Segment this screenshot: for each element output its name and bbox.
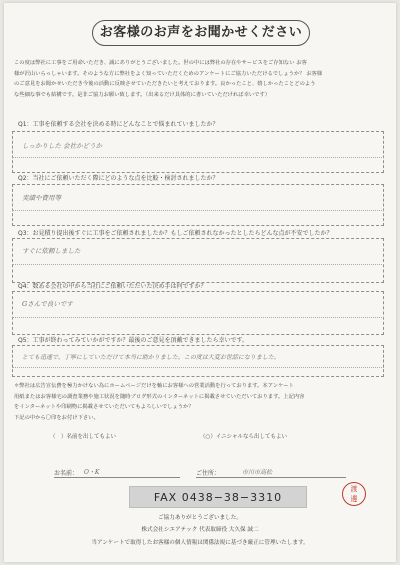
name-field[interactable]: [54, 477, 180, 478]
notice-line: 下記の中から〇印をお付け下さい。: [14, 414, 99, 421]
option-paren: （: [50, 434, 62, 440]
question-4-answer-box[interactable]: [12, 291, 384, 335]
company-text: 株式会社シエアテック 代表取締役 大久保 誠二: [141, 527, 259, 533]
name-value: O・K: [84, 469, 100, 476]
notice-line: 用紙またはお客様宅の調査業務や施工状況を随時ブログ形式のインターネットに掲載させていただいております。上記内容: [14, 393, 305, 400]
question-5-answer: とても迅速で、丁寧にしていただけて本当に助かりました。この度は大変お世話になりました。: [22, 354, 280, 361]
name-label: お名前：: [54, 470, 79, 477]
question-4-answer: Gさんで良いです: [22, 300, 73, 308]
option-paren: （: [200, 434, 206, 440]
question-2-answer: 実績や費用等: [22, 194, 61, 202]
publication-notice: [14, 381, 386, 423]
option-real-name-label: ）名前を出してもよい: [61, 434, 117, 440]
address-field[interactable]: [196, 477, 346, 478]
address-label: ご住所：: [196, 470, 221, 477]
seal-char: 邊: [350, 495, 358, 503]
page-title: お客様のお声をお聞かせください: [92, 20, 310, 46]
seal-stamp: [342, 482, 366, 506]
notice-line: をインターネットや印刷物に掲載させていただいてもよろしいでしょうか？: [14, 404, 194, 411]
privacy-text: 当アンケートで取得したお客様の個人情報は関係法規に基づき厳正に管理いたします。: [91, 540, 309, 546]
intro-line: この度は弊社に工事をご用命いただき、誠にありがとうございました。世の中には弊社の存在やサービスをご存知ない お客: [14, 60, 307, 66]
question-2-answer-box[interactable]: [12, 184, 384, 226]
question-4-label: Q4：数ある会社の中から当社にご依頼いただいた決め手は何ですか？: [18, 283, 207, 290]
thanks-text: ご協力ありがとうございました。: [158, 515, 242, 521]
answer-line: [12, 317, 384, 318]
option-initial-mark: ○: [205, 434, 211, 440]
address-value: 市川市高松: [242, 469, 273, 476]
question-3-answer: すぐに依頼しました: [22, 247, 81, 255]
seal-char: 渡: [350, 485, 358, 493]
question-1-answer-box[interactable]: [12, 131, 384, 173]
fax-number: FAX 0438−38−3310: [129, 486, 307, 508]
intro-line: 様が沢山いらっしゃいます。そのような方に弊社をよく知っていただくためのアンケートにご協力いただけるでしょうか？ お客様: [14, 70, 323, 77]
answer-line: [12, 264, 384, 265]
question-1-answer: しっかりした 会社かどうか: [22, 142, 103, 150]
answer-line: [12, 157, 384, 158]
question-5-label: Q5：工事が終わってみていかがですか？最後のご意見を頂戴できましたら幸いです。: [18, 337, 249, 344]
intro-text: [14, 58, 386, 100]
answer-line: [12, 210, 384, 211]
question-2-label: Q2：当社にご依頼いただく際にどのような点を比較・検討されましたか？: [18, 175, 219, 182]
intro-line: のご意見をお聞かせいただき今後の活動に反映させていただきたいと考えております。良かったこと、嬉しかったことどのよう: [14, 81, 316, 88]
option-real-name[interactable]: [50, 432, 116, 440]
option-initial[interactable]: [200, 432, 287, 440]
answer-line: [12, 367, 384, 368]
question-3-label: Q3：お見積り提出後すぐに工事をご依頼されましたか？もしご依頼されなかったとしたらどんな点が不安でしたか？: [18, 230, 333, 237]
notice-line: ＊弊社は広告宣伝費を極力かけない為にホームページだけを軸にお客様への営業活動を行っております。本アンケート: [14, 383, 294, 389]
question-1-label: Q1：工事を依頼する会社を決める時にどんなことで悩まれていましたか？: [18, 121, 219, 128]
question-5-answer-box[interactable]: [12, 345, 384, 377]
question-3-answer-box[interactable]: [12, 238, 384, 283]
option-initial-label: ）イニシャルなら出してもよい: [210, 434, 287, 440]
intro-line: な些細な事でも結構です。是非ご協力お願い致します。（出来るだけ具体的に書いていただければ幸いです）: [14, 91, 271, 98]
